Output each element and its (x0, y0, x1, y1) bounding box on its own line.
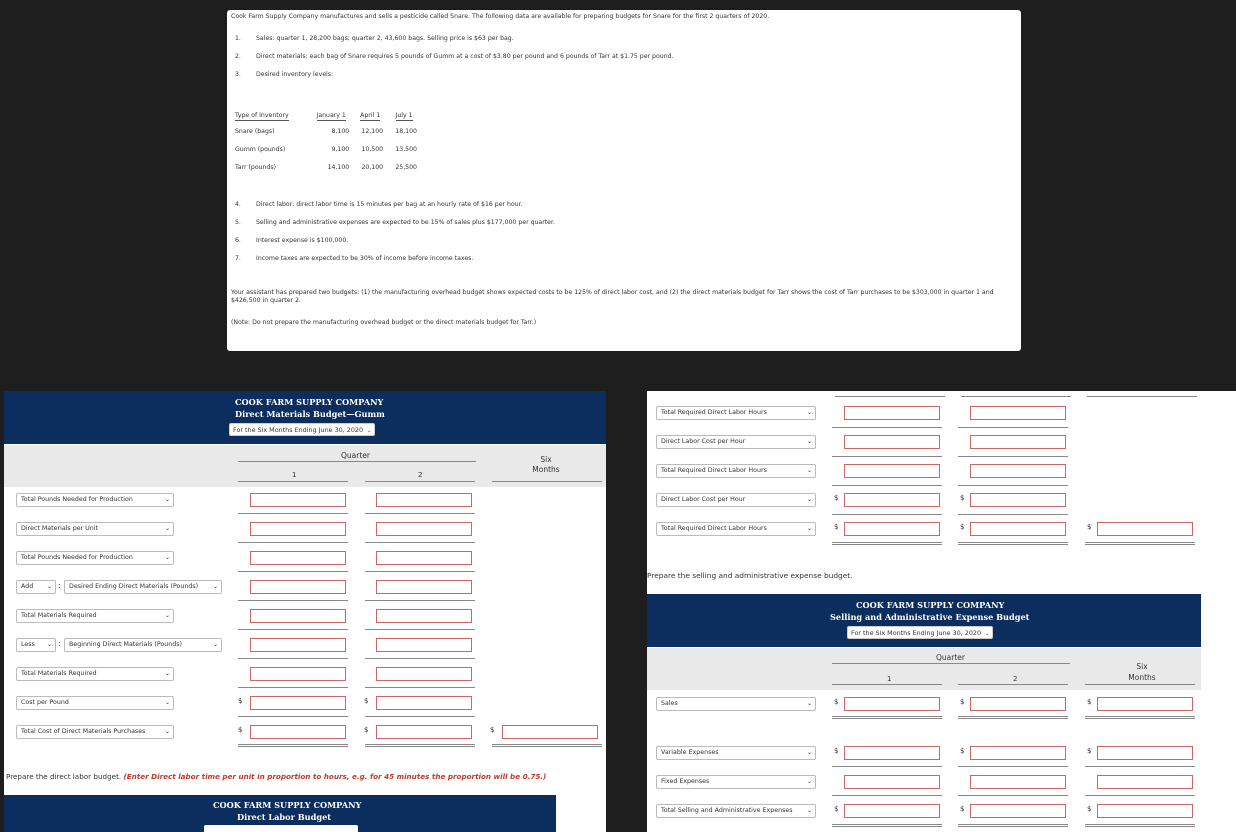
item-number: 2. (235, 53, 241, 60)
table-cell: 14,100 (327, 163, 350, 171)
quarter-1-label: 1 (292, 471, 297, 479)
column-underline (961, 396, 1071, 397)
chevron-down-icon: ⌄ (46, 583, 52, 590)
direct-labor-budget-header (4, 795, 556, 832)
quarter-2-label: 2 (1013, 675, 1018, 683)
dollar-sign: $ (960, 494, 965, 502)
chevron-down-icon: ⌄ (806, 807, 812, 814)
q2-amount-input[interactable] (376, 609, 472, 623)
dollar-sign: $ (960, 747, 965, 755)
double-underline (832, 716, 942, 719)
row-underline (365, 571, 475, 572)
chevron-down-icon: ⌄ (985, 631, 990, 637)
item-number: 7. (235, 255, 241, 262)
dollar-sign: $ (364, 726, 369, 734)
colon-separator: : (58, 639, 61, 648)
q2-underline (958, 684, 1068, 685)
dollar-sign: $ (834, 805, 839, 813)
chevron-down-icon: ⌄ (806, 409, 812, 416)
row-label-select[interactable]: Direct Materials per Unit ⌄ (16, 522, 174, 536)
quarter-underline (238, 461, 476, 462)
q1-amount-input[interactable] (250, 522, 346, 536)
period-select-value: For the Six Months Ending June 30, 2020 (233, 426, 364, 434)
quarter-label: Quarter (341, 451, 370, 460)
item-number: 6. (235, 237, 241, 244)
period-select-value: For the Six Months Ending June 30, 2020 (851, 629, 982, 637)
row-label-select[interactable]: Total Selling and Administrative Expenses ⌄ (656, 804, 816, 818)
budget-title: Direct Labor Budget (237, 812, 332, 822)
q1-amount-input[interactable] (250, 725, 346, 739)
column-underline (1087, 396, 1197, 397)
double-underline (1085, 824, 1195, 827)
item-text: Interest expense is $100,000. (256, 237, 349, 244)
selling-admin-instruction: Prepare the selling and administrative expense budget. (647, 571, 853, 580)
row-underline (365, 687, 475, 688)
row-label-select[interactable]: Variable Expenses ⌄ (656, 746, 816, 760)
q1-amount-input[interactable] (844, 464, 940, 478)
row-label-select[interactable]: Cost per Pound ⌄ (16, 696, 174, 710)
item-text: Selling and administrative expenses are expected to be 15% of sales plus $177,000 per quarter. (256, 219, 555, 226)
row-underline (958, 514, 1068, 515)
q2-amount-input[interactable] (376, 522, 472, 536)
row-underline (238, 542, 348, 543)
q2-amount-input[interactable] (970, 406, 1066, 420)
add-less-select[interactable]: Add ⌄ (16, 580, 56, 594)
item-text: Direct labor: direct labor time is 15 minutes per bag at an hourly rate of $16 per hour. (256, 201, 523, 208)
table-row (233, 122, 421, 140)
chevron-down-icon: ⌄ (806, 778, 812, 785)
table-cell: 18,100 (395, 127, 417, 135)
column-header: April 1 (360, 111, 381, 119)
row-underline (958, 766, 1068, 767)
problem-intro: Cook Farm Supply Company manufactures and sells a pesticide called Snare. The following data are available for preparing budgets for Snare for the first 2 quarters of 2020. (231, 13, 770, 20)
six-months-underline (492, 481, 602, 482)
q1-underline (832, 684, 942, 685)
dollar-sign: $ (834, 494, 839, 502)
double-underline (958, 824, 1068, 827)
budget-title: Selling and Administrative Expense Budget (830, 612, 1030, 622)
q1-amount-input[interactable] (250, 580, 346, 594)
quarter-underline (832, 663, 1070, 664)
table-cell: 12,100 (361, 127, 384, 135)
double-underline (958, 542, 1068, 545)
colon-separator: : (58, 581, 61, 590)
row-underline (958, 795, 1068, 796)
item-number: 4. (235, 201, 241, 208)
q1-amount-input[interactable] (250, 638, 346, 652)
six-months-amount-input[interactable] (1097, 522, 1193, 536)
q1-amount-input[interactable] (250, 696, 346, 710)
chevron-down-icon: ⌄ (806, 525, 812, 532)
dollar-sign: $ (834, 747, 839, 755)
chevron-down-icon: ⌄ (806, 700, 812, 707)
row-label-select[interactable]: Sales ⌄ (656, 697, 816, 711)
chevron-down-icon: ⌄ (164, 525, 170, 532)
chevron-down-icon: ⌄ (164, 612, 170, 619)
row-underline (238, 571, 348, 572)
direct-labor-instruction-note: (Enter Direct labor time per unit in proportion to hours, e.g. for 45 minutes the proportion will be 0.75.) (123, 772, 547, 781)
row-label-select[interactable]: Direct Labor Cost per Hour ⌄ (656, 435, 816, 449)
period-select[interactable] (204, 825, 358, 832)
dollar-sign: $ (960, 698, 965, 706)
column-header: July 1 (395, 111, 413, 119)
q1-amount-input[interactable] (844, 493, 940, 507)
row-label-select[interactable]: Total Pounds Needed for Production ⌄ (16, 551, 174, 565)
six-months-amount-input[interactable] (1097, 804, 1193, 818)
chevron-down-icon: ⌄ (367, 428, 372, 434)
q2-amount-input[interactable] (376, 551, 472, 565)
double-underline (238, 744, 348, 747)
q2-amount-input[interactable] (970, 522, 1066, 536)
item-text: Desired inventory levels: (256, 71, 334, 78)
double-underline (1085, 542, 1195, 545)
table-cell: 25,500 (395, 163, 417, 171)
row-underline (832, 766, 942, 767)
q1-amount-input[interactable] (844, 522, 940, 536)
chevron-down-icon: ⌄ (806, 467, 812, 474)
problem-statement-panel (227, 10, 1021, 351)
row-underline (832, 427, 942, 428)
row-label-select[interactable]: Fixed Expenses ⌄ (656, 775, 816, 789)
quarter-2-label: 2 (418, 471, 423, 479)
table-header-row (233, 108, 421, 122)
row-underline (365, 600, 475, 601)
q1-amount-input[interactable] (844, 746, 940, 760)
chevron-down-icon: ⌄ (806, 438, 812, 445)
note-paragraph: (Note: Do not prepare the manufacturing overhead budget or the direct materials budget for Tarr.) (231, 319, 537, 326)
row-label-select[interactable]: Direct Labor Cost per Hour ⌄ (656, 493, 816, 507)
q2-amount-input[interactable] (970, 464, 1066, 478)
q2-amount-input[interactable] (376, 580, 472, 594)
budget-header (4, 391, 606, 444)
q2-amount-input[interactable] (376, 696, 472, 710)
double-underline (832, 824, 942, 827)
item-number: 5. (235, 219, 241, 226)
row-label-select[interactable]: Total Cost of Direct Materials Purchases ⌄ (16, 725, 174, 739)
q2-amount-input[interactable] (376, 638, 472, 652)
six-months-label: Six Months (1128, 662, 1156, 682)
q1-amount-input[interactable] (844, 804, 940, 818)
q1-amount-input[interactable] (250, 667, 346, 681)
row-underline (238, 716, 348, 717)
chevron-down-icon: ⌄ (212, 583, 218, 590)
q1-amount-input[interactable] (250, 551, 346, 565)
chevron-down-icon: ⌄ (806, 749, 812, 756)
double-underline (365, 744, 475, 747)
q1-amount-input[interactable] (844, 697, 940, 711)
row-underline (1085, 795, 1195, 796)
double-underline (958, 716, 1068, 719)
dollar-sign: $ (1087, 698, 1092, 706)
q1-amount-input[interactable] (250, 609, 346, 623)
row-underline (832, 795, 942, 796)
direct-materials-budget-panel (4, 391, 606, 832)
dollar-sign: $ (238, 697, 243, 705)
chevron-down-icon: ⌄ (164, 699, 170, 706)
dollar-sign: $ (364, 697, 369, 705)
row-underline (958, 485, 1068, 486)
q1-underline (238, 481, 348, 482)
q2-amount-input[interactable] (970, 775, 1066, 789)
row-underline (365, 629, 475, 630)
row-underline (365, 513, 475, 514)
chevron-down-icon: ⌄ (164, 496, 170, 503)
inventory-levels-table (233, 108, 421, 176)
chevron-down-icon: ⌄ (806, 496, 812, 503)
row-label-select[interactable]: Total Materials Required ⌄ (16, 667, 174, 681)
six-months-underline (1085, 684, 1195, 685)
row-label-select[interactable]: Beginning Direct Materials (Pounds) ⌄ (64, 638, 222, 652)
dollar-sign: $ (834, 698, 839, 706)
table-cell: 20,100 (361, 163, 384, 171)
row-underline (958, 456, 1068, 457)
q2-amount-input[interactable] (970, 697, 1066, 711)
dollar-sign: $ (238, 726, 243, 734)
row-underline (1085, 766, 1195, 767)
table-cell: Gumm (pounds) (235, 145, 286, 153)
table-cell: Tarr (pounds) (235, 163, 277, 171)
period-select[interactable] (847, 626, 993, 639)
column-header: Type of Inventory (235, 111, 289, 119)
row-underline (238, 513, 348, 514)
dollar-sign: $ (1087, 805, 1092, 813)
company-name: COOK FARM SUPPLY COMPANY (856, 600, 1005, 610)
double-underline (832, 542, 942, 545)
item-text: Direct materials: each bag of Snare requires 5 pounds of Gumm at a cost of $3.80 per pound and 6 pounds of Tarr at $1.75 per pound. (256, 53, 674, 60)
chevron-down-icon: ⌄ (164, 670, 170, 677)
q1-amount-input[interactable] (844, 435, 940, 449)
table-row (233, 158, 421, 176)
chevron-down-icon: ⌄ (212, 641, 218, 648)
q1-amount-input[interactable] (844, 775, 940, 789)
table-row (233, 140, 421, 158)
direct-labor-instruction: Prepare the direct labor budget. (Enter Direct labor time per unit in proportion to hours, e.g. for 45 minutes the proportion will be 0.75.) (6, 772, 547, 781)
row-underline (238, 658, 348, 659)
budget-title: Direct Materials Budget—Gumm (235, 409, 385, 419)
dollar-sign: $ (960, 523, 965, 531)
table-cell: 9,100 (331, 145, 350, 153)
six-months-amount-input[interactable] (1097, 697, 1193, 711)
q2-amount-input[interactable] (376, 725, 472, 739)
row-underline (238, 687, 348, 688)
row-underline (958, 427, 1068, 428)
right-budgets-panel (647, 391, 1236, 832)
column-underline (835, 396, 945, 397)
table-cell: 8,100 (331, 127, 350, 135)
row-label-select[interactable]: Total Materials Required ⌄ (16, 609, 174, 623)
six-months-amount-input[interactable] (502, 725, 598, 739)
six-months-amount-input[interactable] (1097, 746, 1193, 760)
row-underline (832, 514, 942, 515)
q2-amount-input[interactable] (376, 667, 472, 681)
q2-amount-input[interactable] (970, 435, 1066, 449)
q2-underline (365, 481, 475, 482)
row-underline (238, 629, 348, 630)
item-number: 1. (235, 35, 241, 42)
q2-amount-input[interactable] (970, 746, 1066, 760)
assistant-paragraph: Your assistant has prepared two budgets: (1) the manufacturing overhead budget shows expected costs to be 125% of direct labor cost, and (2) the direct materials budget for Tarr shows the cost of Tarr purchases to be $303,000 in quarter 1 and $426,500 in quarter 2. (231, 289, 994, 305)
q1-amount-input[interactable] (844, 406, 940, 420)
dollar-sign: $ (1087, 523, 1092, 531)
six-months-amount-input[interactable] (1097, 775, 1193, 789)
row-underline (365, 658, 475, 659)
dollar-sign: $ (834, 523, 839, 531)
item-text: Sales: quarter 1, 28,200 bags; quarter 2, 43,600 bags. Selling price is $63 per bag. (256, 35, 514, 42)
dollar-sign: $ (490, 726, 495, 734)
table-cell: 13,500 (395, 145, 417, 153)
q1-amount-input[interactable] (250, 493, 346, 507)
row-underline (832, 485, 942, 486)
item-text: Income taxes are expected to be 30% of income before income taxes. (256, 255, 474, 262)
row-label-select[interactable]: Total Required Direct Labor Hours ⌄ (656, 464, 816, 478)
row-underline (238, 600, 348, 601)
dollar-sign: $ (1087, 747, 1092, 755)
chevron-down-icon: ⌄ (164, 554, 170, 561)
dollar-sign: $ (960, 805, 965, 813)
row-label-select[interactable]: Total Required Direct Labor Hours ⌄ (656, 522, 816, 536)
row-underline (832, 456, 942, 457)
quarter-1-label: 1 (887, 675, 892, 683)
company-name: COOK FARM SUPPLY COMPANY (235, 397, 384, 407)
table-cell: 10,500 (361, 145, 384, 153)
period-select[interactable] (229, 423, 375, 436)
q2-amount-input[interactable] (970, 804, 1066, 818)
q2-amount-input[interactable] (970, 493, 1066, 507)
row-underline (365, 542, 475, 543)
column-header: January 1 (316, 111, 346, 119)
row-label-select[interactable]: Total Pounds Needed for Production ⌄ (16, 493, 174, 507)
item-number: 3. (235, 71, 241, 78)
six-months-label: Six Months (532, 455, 560, 474)
add-less-select[interactable]: Less ⌄ (16, 638, 56, 652)
row-label-select[interactable]: Total Required Direct Labor Hours ⌄ (656, 406, 816, 420)
row-underline (365, 716, 475, 717)
row-label-select[interactable]: Desired Ending Direct Materials (Pounds) ⌄ (64, 580, 222, 594)
table-cell: Snare (bags) (235, 127, 275, 135)
double-underline (1085, 716, 1195, 719)
q2-amount-input[interactable] (376, 493, 472, 507)
double-underline (492, 744, 602, 747)
selling-admin-budget-header (647, 594, 1201, 647)
quarter-label: Quarter (936, 653, 965, 662)
company-name: COOK FARM SUPPLY COMPANY (213, 800, 362, 810)
chevron-down-icon: ⌄ (164, 728, 170, 735)
chevron-down-icon: ⌄ (46, 641, 52, 648)
